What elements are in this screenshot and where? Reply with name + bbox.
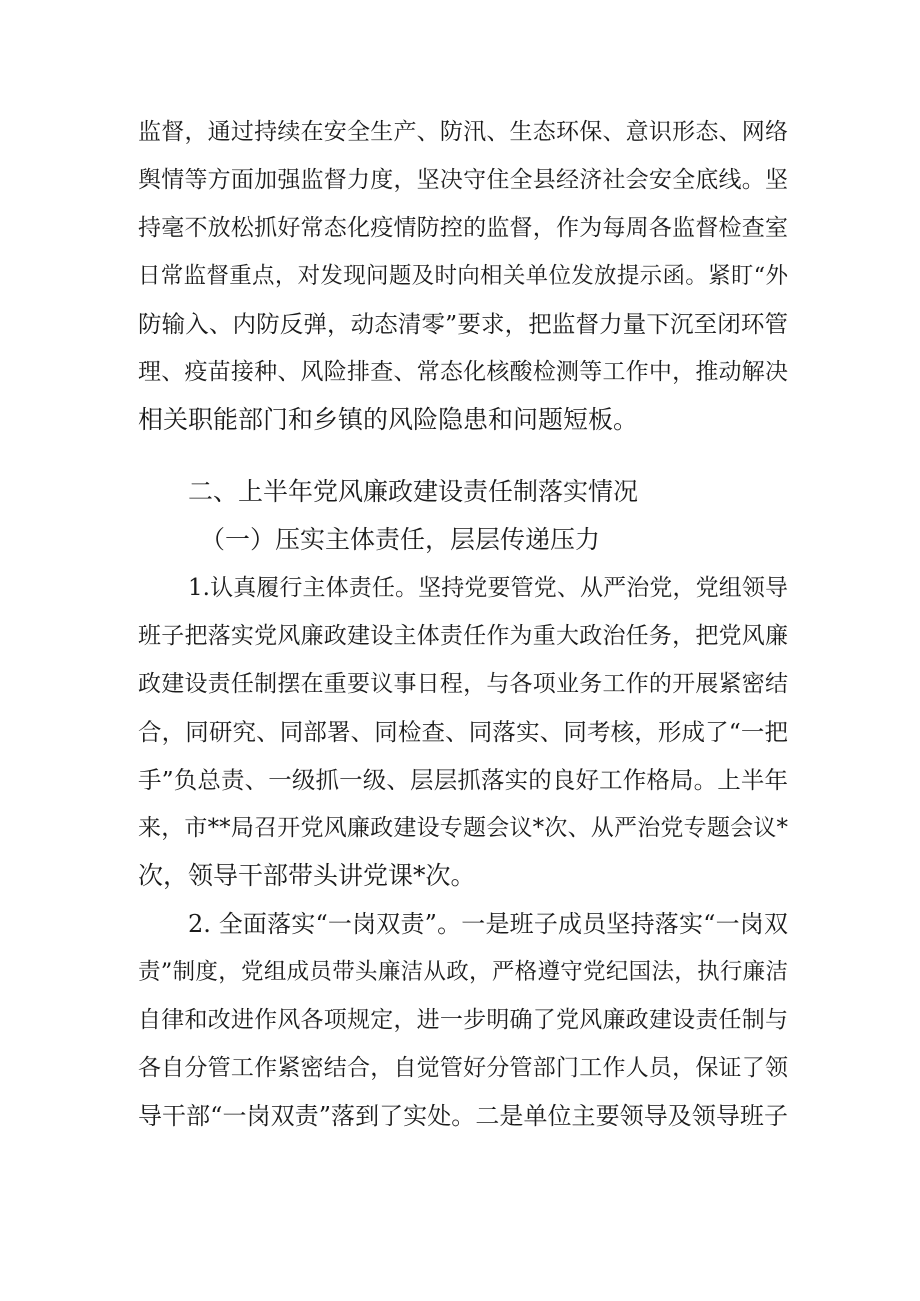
paragraph-line: 导干部“一岗双责”落到了实处。二是单位主要领导及领导班子 <box>138 1102 788 1130</box>
paragraph-line: 相关职能部门和乡镇的风险隐患和问题短板。 <box>138 405 639 434</box>
paragraph-line: 2. 全面落实“一岗双责”。一是班子成员坚持落实“一岗双 <box>188 910 788 938</box>
paragraph-line: 监督，通过持续在安全生产、防汛、生态环保、意识形态、网络 <box>138 119 788 145</box>
paragraph-line: 舆情等方面加强监督力度，坚决守住全县经济社会安全底线。坚 <box>138 167 788 193</box>
paragraph-line: 1.认真履行主体责任。坚持党要管党、从严治党，党组领导 <box>188 575 788 601</box>
paragraph-line: 自律和改进作风各项规定，进一步明确了党风廉政建设责任制与 <box>138 1007 788 1033</box>
paragraph-line: 防输入、内防反弹，动态清零”要求，把监督力量下沉至闭环管 <box>138 310 788 338</box>
paragraph-line: 理、疫苗接种、风险排查、常态化核酸检测等工作中，推动解决 <box>138 359 788 385</box>
paragraph-line: 来，市**局召开党风廉政建设专题会议*次、从严治党专题会议* <box>138 815 788 841</box>
paragraph-line: 次，领导干部带头讲党课*次。 <box>138 861 476 890</box>
subsection-heading: （一）压实主体责任，层层传递压力 <box>200 525 601 554</box>
section-heading: 二、上半年党风廉政建设责任制落实情况 <box>188 477 639 506</box>
paragraph-line: 持毫不放松抓好常态化疫情防控的监督，作为每周各监督检查室 <box>138 215 788 241</box>
paragraph-line: 班子把落实党风廉政建设主体责任作为重大政治任务，把党风廉 <box>138 623 788 649</box>
paragraph-line: 合，同研究、同部署、同检查、同落实、同考核，形成了“一把 <box>138 718 788 746</box>
paragraph-line: 日常监督重点，对发现问题及时向相关单位发放提示函。紧盯“外 <box>138 263 788 289</box>
paragraph-line: 各自分管工作紧密结合，自觉管好分管部门工作人员，保证了领 <box>138 1055 788 1081</box>
paragraph-line: 手”负总责、一级抓一级、层层抓落实的良好工作格局。上半年 <box>138 766 788 794</box>
paragraph-line: 政建设责任制摆在重要议事日程，与各项业务工作的开展紧密结 <box>138 671 788 697</box>
paragraph-line: 责”制度，党组成员带头廉洁从政，严格遵守党纪国法，执行廉洁 <box>138 959 788 985</box>
